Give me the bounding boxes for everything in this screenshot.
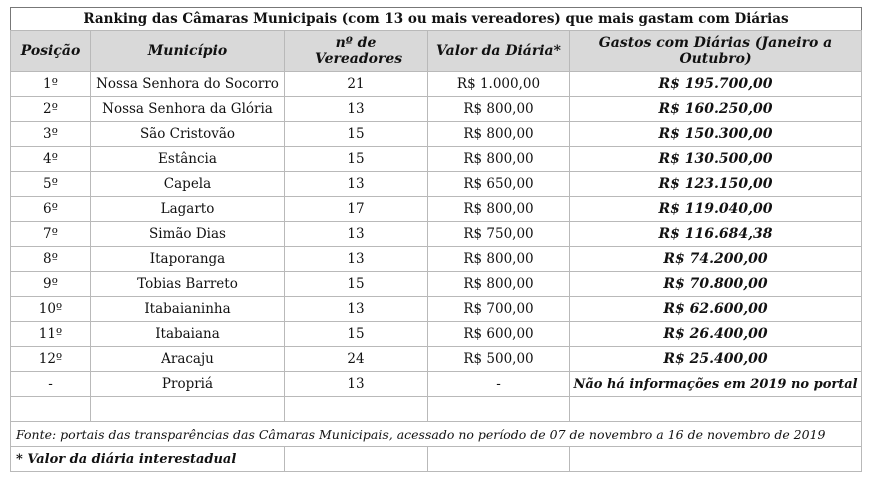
table-row [11, 372, 862, 397]
cell-vereadores: 13 [285, 222, 428, 247]
table-row [11, 147, 862, 172]
table-row [11, 222, 862, 247]
cell-valor-diaria: R$ 800,00 [428, 272, 570, 297]
table-title: Ranking das Câmaras Municipais (com 13 ou mais vereadores) que mais gastam com Diárias [11, 8, 862, 31]
cell-posicao: 3º [11, 122, 91, 147]
cell-gastos: R$ 123.150,00 [570, 172, 862, 197]
cell-vereadores: 15 [285, 147, 428, 172]
ranking-table-container [10, 7, 861, 472]
cell-gastos: R$ 116.684,38 [570, 222, 862, 247]
cell-gastos: R$ 74.200,00 [570, 247, 862, 272]
cell-gastos: R$ 119.040,00 [570, 197, 862, 222]
table-row [11, 322, 862, 347]
cell-valor-diaria: R$ 600,00 [428, 322, 570, 347]
cell-valor-diaria: R$ 650,00 [428, 172, 570, 197]
header-municipio: Município [91, 31, 285, 72]
cell-vereadores: 24 [285, 347, 428, 372]
footnote: * Valor da diária interestadual [11, 447, 285, 472]
cell-valor-diaria: - [428, 372, 570, 397]
cell-municipio: Capela [91, 172, 285, 197]
cell-posicao: 5º [11, 172, 91, 197]
cell-municipio: São Cristovão [91, 122, 285, 147]
cell-gastos: R$ 150.300,00 [570, 122, 862, 147]
cell-gastos: R$ 160.250,00 [570, 97, 862, 122]
header-valor-diaria: Valor da Diária* [428, 31, 570, 72]
footnote-row [11, 447, 862, 472]
cell-valor-diaria: R$ 1.000,00 [428, 72, 570, 97]
cell-vereadores: 13 [285, 97, 428, 122]
cell-posicao: 6º [11, 197, 91, 222]
table-row [11, 172, 862, 197]
cell-municipio: Tobias Barreto [91, 272, 285, 297]
source-note-row [11, 422, 862, 447]
header-row [11, 31, 862, 72]
table-row [11, 197, 862, 222]
cell-municipio: Simão Dias [91, 222, 285, 247]
cell-municipio: Itaporanga [91, 247, 285, 272]
table-row [11, 122, 862, 147]
cell-posicao: 12º [11, 347, 91, 372]
cell-gastos: R$ 195.700,00 [570, 72, 862, 97]
cell-valor-diaria: R$ 500,00 [428, 347, 570, 372]
table-row [11, 97, 862, 122]
header-gastos: Gastos com Diárias (Janeiro a Outubro) [570, 31, 862, 72]
empty-row [11, 397, 862, 422]
cell-vereadores: 13 [285, 372, 428, 397]
table-row [11, 272, 862, 297]
cell-gastos: R$ 62.600,00 [570, 297, 862, 322]
cell-municipio: Nossa Senhora do Socorro [91, 72, 285, 97]
table-row [11, 72, 862, 97]
cell-posicao: 4º [11, 147, 91, 172]
cell-vereadores: 15 [285, 122, 428, 147]
header-posicao: Posição [11, 31, 91, 72]
cell-gastos: Não há informações em 2019 no portal [570, 372, 862, 397]
cell-vereadores: 15 [285, 272, 428, 297]
cell-vereadores: 13 [285, 172, 428, 197]
cell-posicao: 1º [11, 72, 91, 97]
cell-vereadores: 17 [285, 197, 428, 222]
cell-valor-diaria: R$ 800,00 [428, 97, 570, 122]
cell-municipio: Propriá [91, 372, 285, 397]
table-row [11, 247, 862, 272]
cell-vereadores: 13 [285, 247, 428, 272]
cell-vereadores: 21 [285, 72, 428, 97]
cell-gastos: R$ 25.400,00 [570, 347, 862, 372]
cell-posicao: 8º [11, 247, 91, 272]
cell-municipio: Aracaju [91, 347, 285, 372]
ranking-table [10, 7, 862, 472]
cell-gastos: R$ 130.500,00 [570, 147, 862, 172]
cell-posicao: 7º [11, 222, 91, 247]
cell-municipio: Estância [91, 147, 285, 172]
cell-vereadores: 13 [285, 297, 428, 322]
cell-posicao: 2º [11, 97, 91, 122]
table-row [11, 347, 862, 372]
cell-municipio: Itabaianinha [91, 297, 285, 322]
cell-municipio: Nossa Senhora da Glória [91, 97, 285, 122]
cell-valor-diaria: R$ 700,00 [428, 297, 570, 322]
cell-posicao: 11º [11, 322, 91, 347]
cell-posicao: 9º [11, 272, 91, 297]
header-vereadores: nº de Vereadores [285, 31, 428, 72]
cell-valor-diaria: R$ 750,00 [428, 222, 570, 247]
cell-municipio: Itabaiana [91, 322, 285, 347]
cell-posicao: 10º [11, 297, 91, 322]
cell-gastos: R$ 70.800,00 [570, 272, 862, 297]
cell-valor-diaria: R$ 800,00 [428, 122, 570, 147]
cell-vereadores: 15 [285, 322, 428, 347]
cell-gastos: R$ 26.400,00 [570, 322, 862, 347]
cell-valor-diaria: R$ 800,00 [428, 197, 570, 222]
cell-valor-diaria: R$ 800,00 [428, 147, 570, 172]
cell-posicao: - [11, 372, 91, 397]
cell-valor-diaria: R$ 800,00 [428, 247, 570, 272]
table-row [11, 297, 862, 322]
source-note: Fonte: portais das transparências das Câmaras Municipais, acessado no período de 07 de novembro a 16 de novembro de 2019 [11, 422, 862, 447]
cell-municipio: Lagarto [91, 197, 285, 222]
